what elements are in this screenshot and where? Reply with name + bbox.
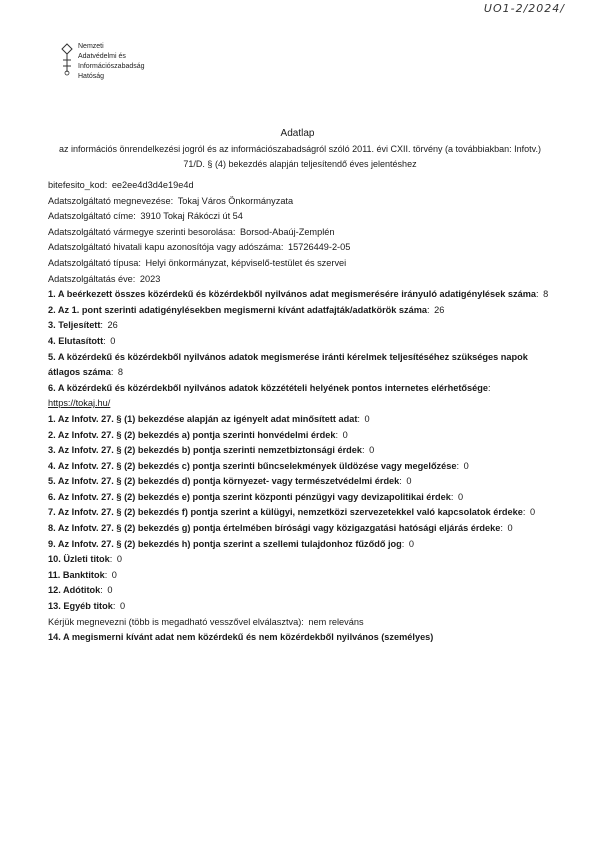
logo-line: Hatóság — [78, 73, 105, 80]
field-label: 11. Banktitok — [48, 569, 105, 580]
field-row — [48, 178, 553, 194]
field-value: 0 — [107, 585, 113, 596]
field-label: 10. Üzleti titok — [48, 554, 110, 565]
field-separator: : — [301, 616, 307, 627]
field-row — [48, 521, 553, 537]
field-row — [48, 318, 553, 334]
field-label: 5. A közérdekű és közérdekből nyilvános adatok megismerése iránti kérelmek teljesítéséhez szükséges napok átlagos száma — [48, 351, 528, 378]
field-separator: : — [103, 335, 109, 346]
field-label: 6. A közérdekű és közérdekből nyilvános adatok közzétételi helyének pontos internetes elérhetősége — [48, 382, 488, 393]
field-separator: : — [536, 289, 542, 300]
field-separator: : — [109, 554, 115, 565]
field-row — [48, 194, 553, 210]
field-value: 0 — [408, 538, 414, 549]
field-value: 0 — [406, 476, 412, 487]
field-value: 0 — [529, 507, 536, 518]
field-separator: : — [399, 476, 405, 487]
field-row — [48, 630, 553, 646]
field-row — [48, 209, 553, 225]
field-value: ee2ee4d3d4e19e4d — [111, 180, 194, 190]
logo-line: Információszabadság — [78, 63, 145, 70]
field-separator: : — [450, 491, 456, 502]
field-label: 3. Teljesített — [48, 320, 101, 331]
field-row — [48, 505, 553, 521]
field-separator: : — [133, 211, 139, 222]
field-label: 4. Elutasított — [48, 335, 104, 346]
logo-line: Nemzeti — [78, 43, 104, 50]
field-row — [48, 443, 553, 459]
field-label: 5. Az Infotv. 27. § (2) bekezdés d) pontja környezet- vagy természetvédelmi érdek — [48, 476, 400, 487]
field-row — [48, 428, 553, 444]
field-value: 8 — [543, 289, 549, 300]
field-value: 0 — [342, 429, 348, 440]
emblem-icon — [58, 42, 76, 76]
field-value: 2023 — [139, 273, 161, 284]
logo-line: Adatvédelmi és — [78, 53, 126, 60]
field-separator: : — [427, 304, 433, 315]
field-separator: : — [456, 460, 462, 471]
field-separator: : — [100, 320, 106, 331]
field-label: 3. Az Infotv. 27. § (2) bekezdés b) pontja szerinti nemzetbiztonsági érdek — [48, 445, 362, 456]
field-separator: : — [487, 382, 491, 393]
field-separator: : — [500, 523, 506, 534]
field-value: Helyi önkormányzat, képviselő-testület és szervei — [145, 257, 347, 268]
field-value: 0 — [364, 413, 370, 424]
field-value: nem releváns — [308, 616, 364, 627]
field-label: 12. Adótitok — [48, 585, 101, 596]
field-separator: : — [335, 429, 341, 440]
field-separator: : — [401, 538, 407, 549]
field-label: 4. Az Infotv. 27. § (2) bekezdés c) pontja szerinti bűncselekmények üldözése vagy megelőzése — [48, 460, 457, 471]
logo-text — [78, 42, 145, 82]
field-label: 13. Egyéb titok — [48, 601, 113, 612]
field-separator: : — [361, 445, 368, 456]
field-label: Adatszolgáltató címe — [48, 211, 134, 222]
field-value: 26 — [434, 304, 445, 315]
field-row — [48, 552, 553, 568]
form-fields — [48, 178, 553, 646]
field-value: Tokaj Város Önkormányzata — [177, 195, 294, 206]
field-value: 0 — [119, 601, 126, 612]
field-value: 0 — [111, 569, 117, 580]
field-label: Adatszolgáltató hivatali kapu azonosítója vagy adószáma — [48, 242, 281, 253]
field-label: 8. Az Infotv. 27. § (2) bekezdés g) pontja értelmében bírósági vagy közigazgatási hatósági eljárás érdeke — [48, 523, 501, 534]
field-separator: : — [132, 273, 138, 284]
field-row — [48, 459, 553, 475]
field-label: Kérjük megnevezni (több is megadható vesszővel elválasztva) — [48, 616, 302, 627]
website-link[interactable]: https://tokaj.hu/ — [48, 398, 111, 409]
field-row — [48, 303, 553, 319]
field-label: 7. Az Infotv. 27. § (2) bekezdés f) pontja szerint a külügyi, nemzetközi szervezetekkel való kapcsolatok érdeke — [48, 507, 523, 518]
field-value: 0 — [369, 445, 375, 456]
field-label: 14. A megismerni kívánt adat nem közérdekű és nem közérdekből nyilvános (személyes) — [48, 632, 434, 643]
field-label: 2. Az Infotv. 27. § (2) bekezdés a) pontja szerinti honvédelmi érdek — [48, 429, 336, 440]
field-row — [48, 583, 553, 599]
field-label: 6. Az Infotv. 27. § (2) bekezdés e) pontja szerint központi pénzügyi vagy devizapolitikai érdek — [48, 491, 451, 502]
field-separator: : — [232, 226, 238, 237]
field-label: Adatszolgáltató megnevezése — [48, 195, 171, 206]
field-label: Adatszolgáltató típusa — [48, 257, 139, 268]
field-separator: : — [170, 195, 176, 206]
field-value: 8 — [117, 367, 124, 378]
field-separator: : — [100, 585, 106, 596]
field-separator: : — [522, 507, 528, 518]
field-value: 26 — [107, 320, 118, 331]
field-row — [48, 334, 553, 350]
field-label: 1. Az Infotv. 27. § (1) bekezdése alapján az igényelt adat minősített adat — [48, 413, 358, 424]
field-row — [48, 240, 553, 256]
field-label: Adatszolgáltató vármegye szerinti besorolása — [48, 226, 233, 237]
field-value: 3910 Tokaj Rákóczi út 54 — [140, 211, 243, 222]
field-row — [48, 599, 553, 615]
field-row — [48, 537, 553, 553]
field-separator: : — [110, 367, 116, 378]
field-value: 0 — [457, 491, 464, 502]
field-separator: : — [104, 180, 110, 190]
field-value: 0 — [463, 460, 469, 471]
field-value: 15726449-2-05 — [288, 242, 351, 253]
field-row — [48, 568, 553, 584]
field-separator: : — [138, 257, 144, 268]
field-row — [48, 615, 553, 631]
field-row — [48, 381, 553, 412]
document-subtitle: az információs önrendelkezési jogról és az információszabadságról szóló 2011. évi CXII. törvény (a továbbiakban: Infotv.) 71/D. § (4) bekezdés alapján teljesítendő éves jelentéshez — [59, 144, 541, 169]
field-value: 0 — [507, 523, 513, 534]
field-separator: : — [104, 569, 110, 580]
field-label: 2. Az 1. pont szerinti adatigénylésekben megismerni kívánt adatfajták/adatkörök száma — [48, 304, 428, 315]
field-label: bitefesito_kod — [48, 180, 105, 190]
field-label: 1. A beérkezett összes közérdekű és közérdekből nyilvános adat megismerésére irányuló adatigénylések száma — [48, 289, 537, 300]
field-row — [48, 287, 553, 303]
field-value: 0 — [116, 554, 123, 565]
field-value: Borsod-Abaúj-Zemplén — [239, 226, 335, 237]
handwritten-reference: UO1-2/2024/ — [483, 2, 565, 15]
field-separator: : — [280, 242, 287, 253]
document-title: Adatlap — [280, 128, 315, 139]
field-row — [48, 412, 553, 428]
field-row — [48, 225, 553, 241]
field-separator: : — [357, 413, 363, 424]
field-row — [48, 350, 553, 381]
field-value: 0 — [110, 335, 116, 346]
field-row — [48, 256, 553, 272]
field-row — [48, 490, 553, 506]
field-row — [48, 272, 553, 288]
field-label: 9. Az Infotv. 27. § (2) bekezdés h) pontja szerint a szellemi tulajdonhoz fűződő jog — [48, 538, 402, 549]
field-label: Adatszolgáltatás éve — [48, 273, 133, 284]
field-separator: : — [112, 601, 118, 612]
field-row — [48, 474, 553, 490]
